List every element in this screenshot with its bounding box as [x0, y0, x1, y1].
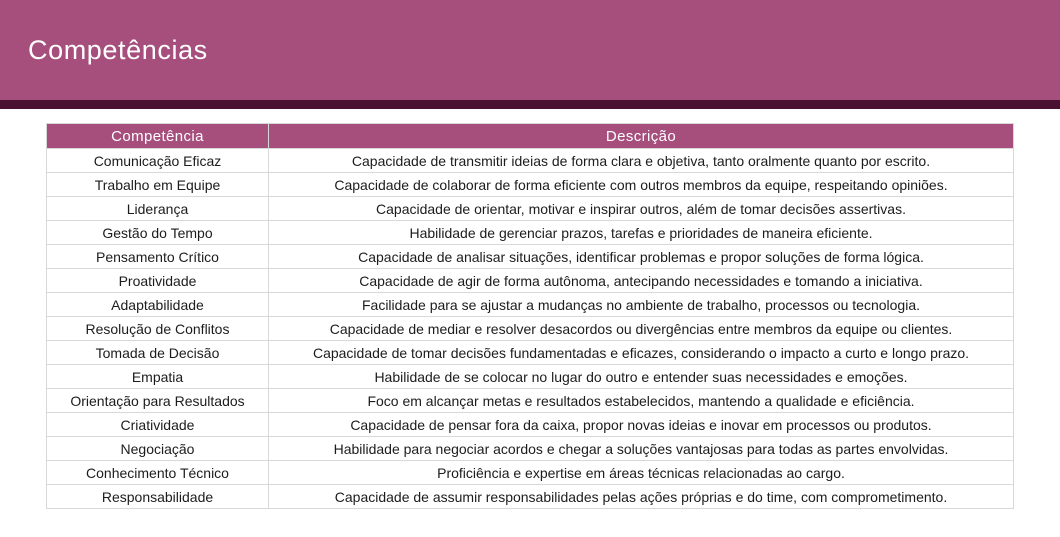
table-row	[47, 341, 1014, 365]
competencia-cell: Criatividade	[47, 413, 269, 437]
competencia-cell: Resolução de Conflitos	[47, 317, 269, 341]
competencia-cell: Trabalho em Equipe	[47, 173, 269, 197]
table-header-row	[47, 124, 1014, 149]
table-row	[47, 269, 1014, 293]
column-header-competencia: Competência	[47, 124, 269, 149]
header-accent-stripe	[0, 100, 1060, 109]
descricao-cell: Habilidade de gerenciar prazos, tarefas e prioridades de maneira eficiente.	[269, 221, 1014, 245]
column-header-descricao: Descrição	[269, 124, 1014, 149]
competencia-cell: Adaptabilidade	[47, 293, 269, 317]
table-row	[47, 365, 1014, 389]
page-title: Competências	[28, 34, 208, 65]
table-row	[47, 389, 1014, 413]
descricao-cell: Proficiência e expertise em áreas técnicas relacionadas ao cargo.	[269, 461, 1014, 485]
competencia-cell: Pensamento Crítico	[47, 245, 269, 269]
descricao-cell: Habilidade de se colocar no lugar do outro e entender suas necessidades e emoções.	[269, 365, 1014, 389]
main-content	[0, 109, 1060, 509]
descricao-cell: Capacidade de transmitir ideias de forma clara e objetiva, tanto oralmente quanto por escrito.	[269, 149, 1014, 173]
competencia-cell: Proatividade	[47, 269, 269, 293]
descricao-cell: Capacidade de colaborar de forma eficiente com outros membros da equipe, respeitando opiniões.	[269, 173, 1014, 197]
descricao-cell: Capacidade de assumir responsabilidades pelas ações próprias e do time, com comprometimento.	[269, 485, 1014, 509]
table-row	[47, 173, 1014, 197]
competencia-cell: Comunicação Eficaz	[47, 149, 269, 173]
competencia-cell: Empatia	[47, 365, 269, 389]
table-row	[47, 293, 1014, 317]
descricao-cell: Facilidade para se ajustar a mudanças no ambiente de trabalho, processos ou tecnologia.	[269, 293, 1014, 317]
descricao-cell: Capacidade de agir de forma autônoma, antecipando necessidades e tomando a iniciativa.	[269, 269, 1014, 293]
page-header	[0, 0, 1060, 100]
table-row	[47, 485, 1014, 509]
competencia-cell: Gestão do Tempo	[47, 221, 269, 245]
table-row	[47, 197, 1014, 221]
table-row	[47, 413, 1014, 437]
table-row	[47, 317, 1014, 341]
table-row	[47, 461, 1014, 485]
competencia-cell: Negociação	[47, 437, 269, 461]
descricao-cell: Capacidade de orientar, motivar e inspirar outros, além de tomar decisões assertivas.	[269, 197, 1014, 221]
competencia-cell: Liderança	[47, 197, 269, 221]
descricao-cell: Capacidade de tomar decisões fundamentadas e eficazes, considerando o impacto a curto e longo prazo.	[269, 341, 1014, 365]
descricao-cell: Capacidade de pensar fora da caixa, propor novas ideias e inovar em processos ou produtos.	[269, 413, 1014, 437]
descricao-cell: Habilidade para negociar acordos e chegar a soluções vantajosas para todas as partes envolvidas.	[269, 437, 1014, 461]
descricao-cell: Capacidade de analisar situações, identificar problemas e propor soluções de forma lógica.	[269, 245, 1014, 269]
table-body	[47, 149, 1014, 509]
competencias-table	[46, 123, 1014, 509]
table-row	[47, 221, 1014, 245]
table-row	[47, 149, 1014, 173]
competencia-cell: Conhecimento Técnico	[47, 461, 269, 485]
competencia-cell: Orientação para Resultados	[47, 389, 269, 413]
competencia-cell: Responsabilidade	[47, 485, 269, 509]
competencia-cell: Tomada de Decisão	[47, 341, 269, 365]
descricao-cell: Foco em alcançar metas e resultados estabelecidos, mantendo a qualidade e eficiência.	[269, 389, 1014, 413]
table-row	[47, 245, 1014, 269]
descricao-cell: Capacidade de mediar e resolver desacordos ou divergências entre membros da equipe ou clientes.	[269, 317, 1014, 341]
table-row	[47, 437, 1014, 461]
